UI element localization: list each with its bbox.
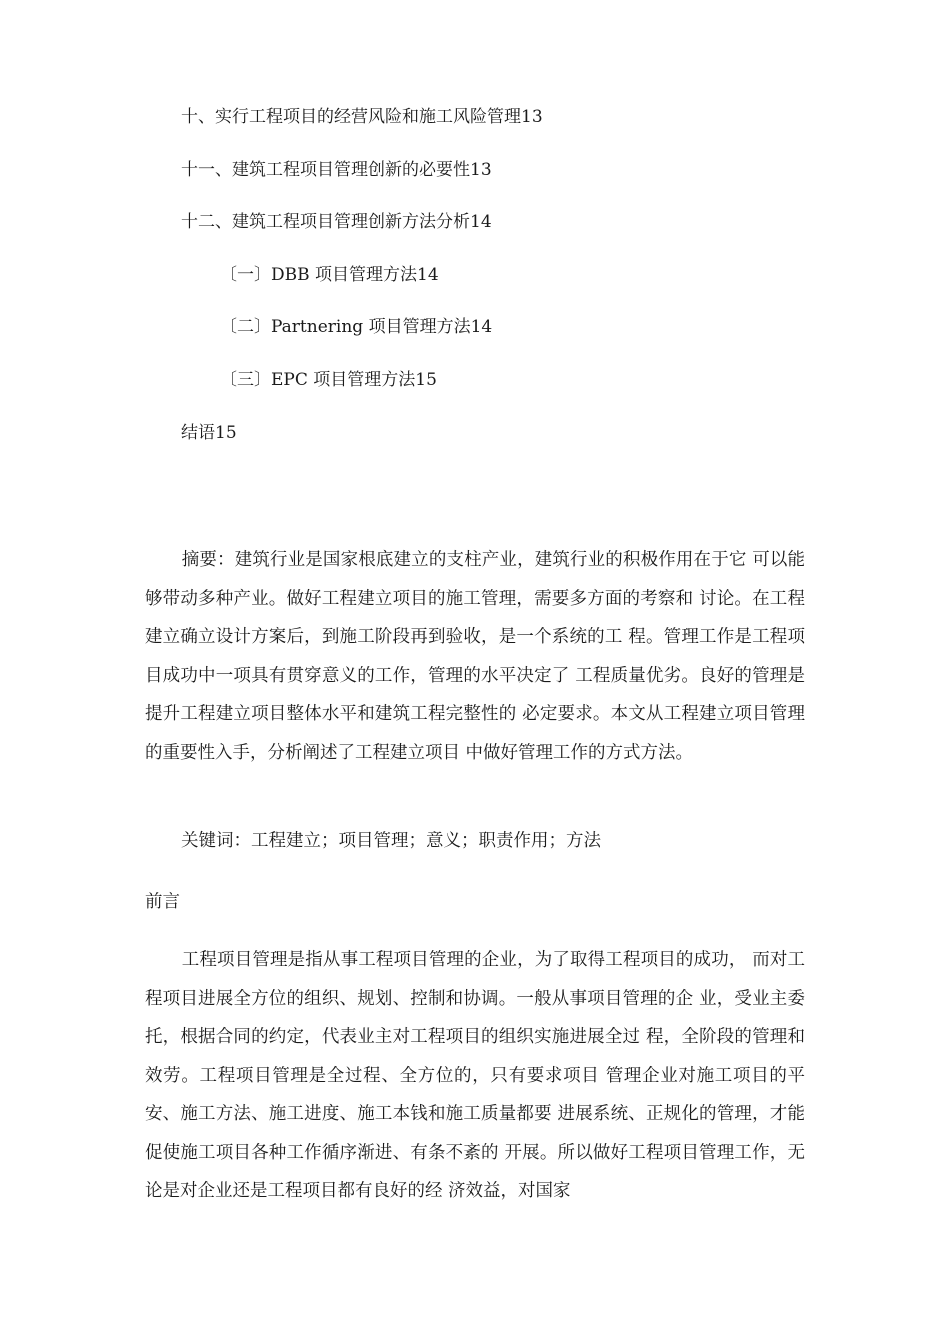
toc-entry-page: 13 bbox=[521, 107, 543, 127]
toc-entry-label: 结语 bbox=[181, 423, 215, 443]
toc-entry-page: 15 bbox=[415, 370, 437, 390]
abstract-paragraph: 摘要：建筑行业是国家根底建立的支柱产业，建筑行业的积极作用在于它 可以能够带动多种产业。做好工程建立项目的施工管理，需要多方面的考察和 讨论。在工程建立确立设计方案后，到施工阶段再到验收，是一个系统的工 程。管理工作是工程项目成功中一项具有贯穿意义的工作，管理的水平决定了 工程质量优劣。良好的管理是提升工程建立项目整体水平和建筑工程完整性的 必定要求。本文从工程建立项目管理的重要性入手，分析阐述了工程建立项目 中做好管理工作的方式方法。 bbox=[145, 550, 805, 763]
toc-entry[interactable] bbox=[220, 369, 437, 391]
toc-entry-label: 十、实行工程项目的经营风险和施工风险管理 bbox=[181, 107, 521, 127]
keywords-line: 关键词：工程建立；项目管理；意义；职责作用；方法 bbox=[181, 831, 601, 851]
toc-entry-label: 十二、建筑工程项目管理创新方法分析 bbox=[181, 212, 470, 232]
toc-entry[interactable] bbox=[220, 264, 439, 286]
toc-entry[interactable] bbox=[181, 106, 543, 128]
toc-entry-label: 〔一〕DBB 项目管理方法 bbox=[220, 265, 418, 285]
preface-heading: 前言 bbox=[145, 892, 180, 912]
toc-entry-page: 14 bbox=[417, 265, 439, 285]
toc-entry-label: 〔二〕Partnering 项目管理方法 bbox=[220, 317, 471, 337]
toc-entry-page: 14 bbox=[470, 317, 493, 337]
toc-entry[interactable] bbox=[220, 316, 492, 338]
toc-entry[interactable] bbox=[181, 159, 492, 181]
toc-entry-page: 15 bbox=[215, 423, 237, 443]
toc-entry-label: 〔三〕EPC 项目管理方法 bbox=[220, 370, 416, 390]
toc-entry[interactable] bbox=[181, 211, 492, 233]
toc-entry[interactable] bbox=[181, 422, 237, 444]
preface-paragraph: 工程项目管理是指从事工程项目管理的企业，为了取得工程项目的成功， 而对工程项目进展全方位的组织、规划、控制和协调。一般从事项目管理的企 业，受业主委托，根据合同的约定，代表业主对工程项目的组织实施进展全过 程，全阶段的管理和效劳。工程项目管理是全过程、全方位的，只有要求项目 管理企业对施工项目的平安、施工方法、施工进度、施工本钱和施工质量都要 进展系统、正规化的管理，才能促使施工项目各种工作循序渐进、有条不紊的 开展。所以做好工程项目管理工作，无论是对企业还是工程项目都有良好的经 济效益，对国家 bbox=[145, 950, 805, 1201]
toc-entry-label: 十一、建筑工程项目管理创新的必要性 bbox=[181, 160, 470, 180]
toc-entry-page: 13 bbox=[470, 160, 492, 180]
toc-entry-page: 14 bbox=[470, 212, 492, 232]
